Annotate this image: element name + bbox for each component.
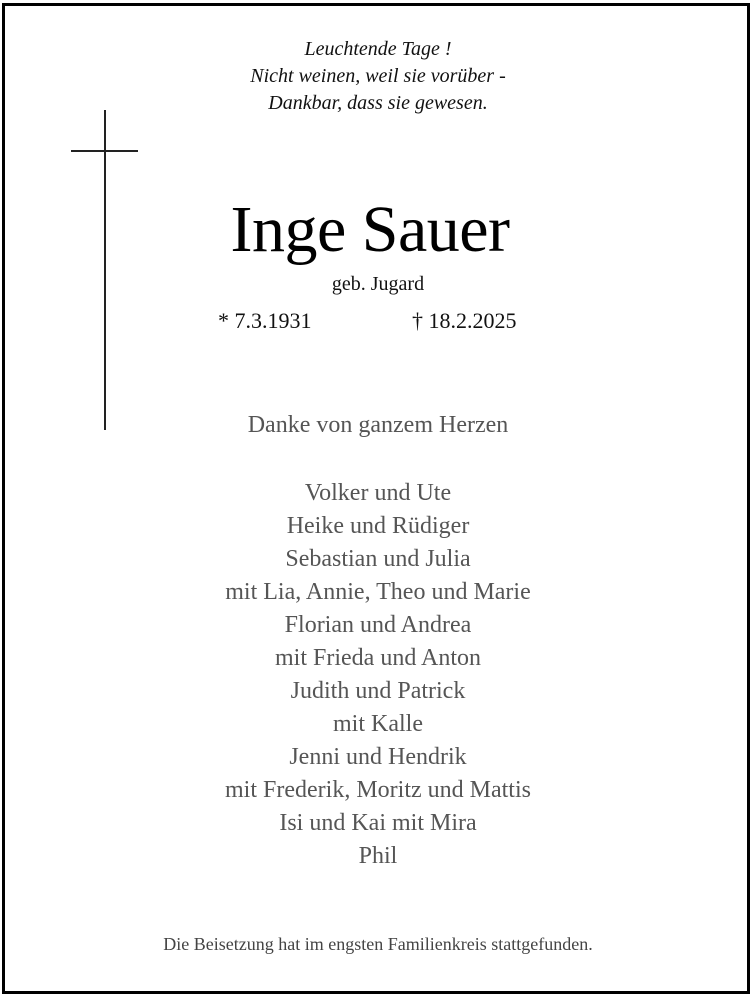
deceased-name: Inge Sauer bbox=[230, 193, 510, 266]
family-member-line: Heike und Rüdiger bbox=[286, 513, 470, 539]
family-member-line: Sebastian und Julia bbox=[285, 546, 471, 572]
family-member-line: mit Frederik, Moritz und Mattis bbox=[225, 777, 531, 803]
family-member-line: mit Kalle bbox=[333, 711, 423, 737]
poem bbox=[0, 36, 756, 117]
family-member-line: Judith und Patrick bbox=[290, 678, 466, 704]
family-member-line: Jenni und Hendrik bbox=[289, 744, 467, 770]
cross-vertical-bar bbox=[104, 110, 106, 430]
burial-notice: Die Beisetzung hat im engsten Familienkreis stattgefunden. bbox=[163, 934, 593, 954]
family-list bbox=[0, 477, 756, 873]
family-member-line: Isi und Kai mit Mira bbox=[279, 810, 477, 836]
family-member-line: mit Frieda und Anton bbox=[275, 645, 481, 671]
cross-horizontal-bar bbox=[71, 150, 138, 152]
birth-date: * 7.3.1931 bbox=[218, 308, 312, 333]
family-member-line: mit Lia, Annie, Theo und Marie bbox=[225, 579, 531, 605]
family-member-line: Phil bbox=[358, 843, 398, 869]
birth-name: geb. Jugard bbox=[331, 273, 425, 295]
family-member-line: Volker und Ute bbox=[304, 480, 452, 506]
death-date: † 18.2.2025 bbox=[412, 308, 517, 333]
thanks-line: Danke von ganzem Herzen bbox=[247, 412, 509, 438]
poem-line: Nicht weinen, weil sie vorüber - bbox=[250, 65, 506, 87]
family-member-line: Florian und Andrea bbox=[284, 612, 472, 638]
poem-line: Dankbar, dass sie gewesen. bbox=[268, 92, 488, 114]
poem-line: Leuchtende Tage ! bbox=[304, 38, 452, 60]
